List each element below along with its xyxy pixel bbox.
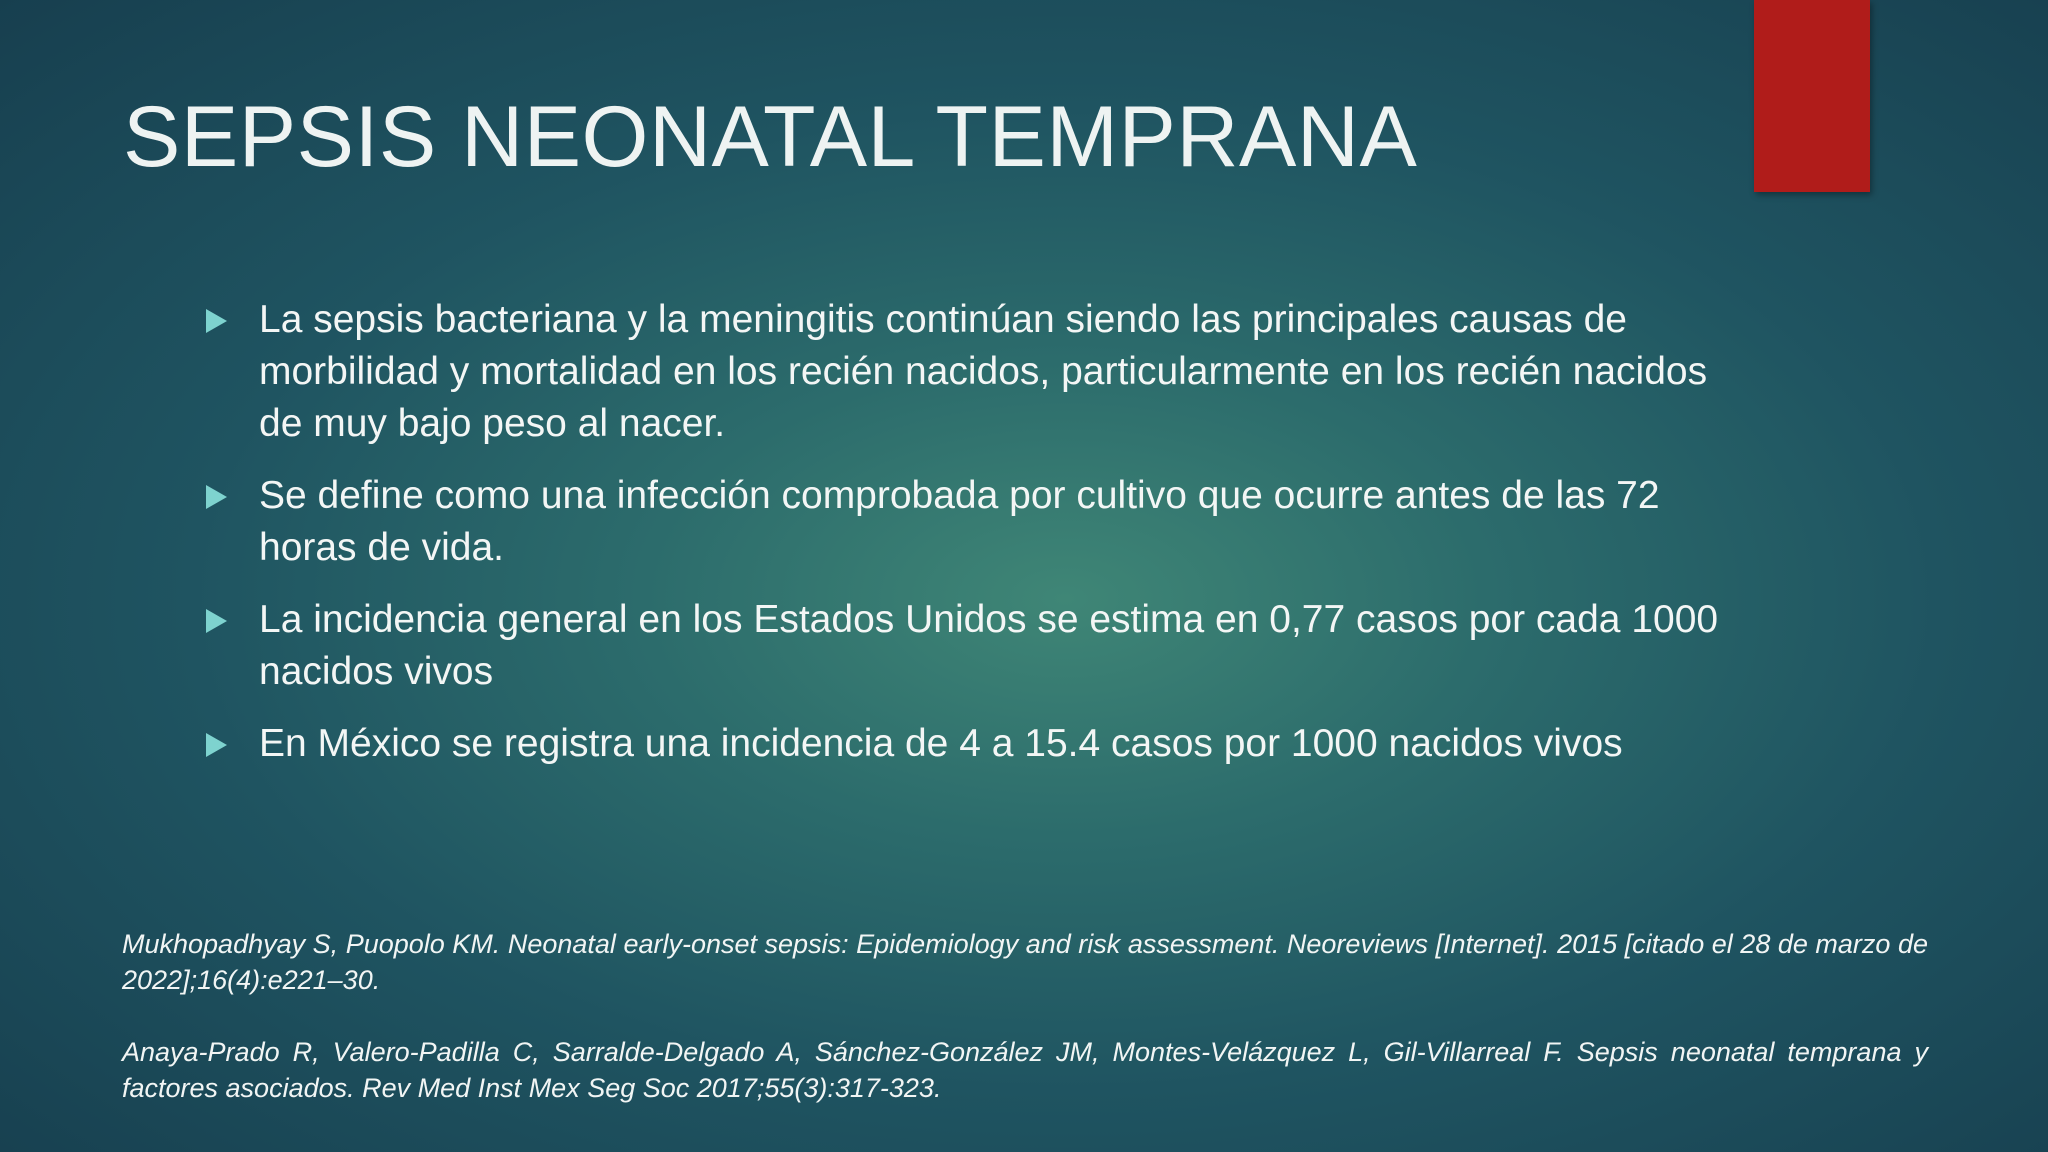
references-section <box>122 926 1928 1142</box>
bullet-item <box>200 470 1700 574</box>
slide-title: SEPSIS NEONATAL TEMPRANA <box>123 89 1418 185</box>
bullet-item <box>200 294 1708 450</box>
bullet-item <box>200 718 1700 770</box>
bullet-list <box>200 294 1719 790</box>
red-accent-tab <box>1754 0 1870 192</box>
triangle-right-icon <box>206 609 227 633</box>
bullet-text: En México se registra una incidencia de 4 a 15.4 casos por 1000 nacidos vivos <box>259 722 1623 765</box>
triangle-right-icon <box>206 309 227 333</box>
reference-item: Mukhopadhyay S, Puopolo KM. Neonatal early-onset sepsis: Epidemiology and risk assessment. Neoreviews [Internet]. 2015 [citado el 28 de marzo de 2022];16(4):e221–30. <box>122 929 1928 995</box>
bullet-text: La incidencia general en los Estados Unidos se estima en 0,77 casos por cada 1000 nacidos vivos <box>259 598 1719 693</box>
triangle-right-icon <box>206 733 227 757</box>
bullet-text: Se define como una infección comprobada por cultivo que ocurre antes de las 72 horas de vida. <box>259 474 1660 569</box>
reference-item: Anaya-Prado R, Valero-Padilla C, Sarralde-Delgado A, Sánchez-González JM, Montes-Velázquez L, Gil-Villarreal F. Sepsis neonatal temprana y factores asociados. Rev Med Inst Mex Seg Soc 2017;55(3):317-323. <box>122 1037 1928 1103</box>
bullet-text: La sepsis bacteriana y la meningitis continúan siendo las principales causas de morbilidad y mortalidad en los recién nacidos, particularmente en los recién nacidos de muy bajo peso al nacer. <box>259 298 1708 445</box>
triangle-right-icon <box>206 485 227 509</box>
bullet-item <box>200 594 1719 698</box>
